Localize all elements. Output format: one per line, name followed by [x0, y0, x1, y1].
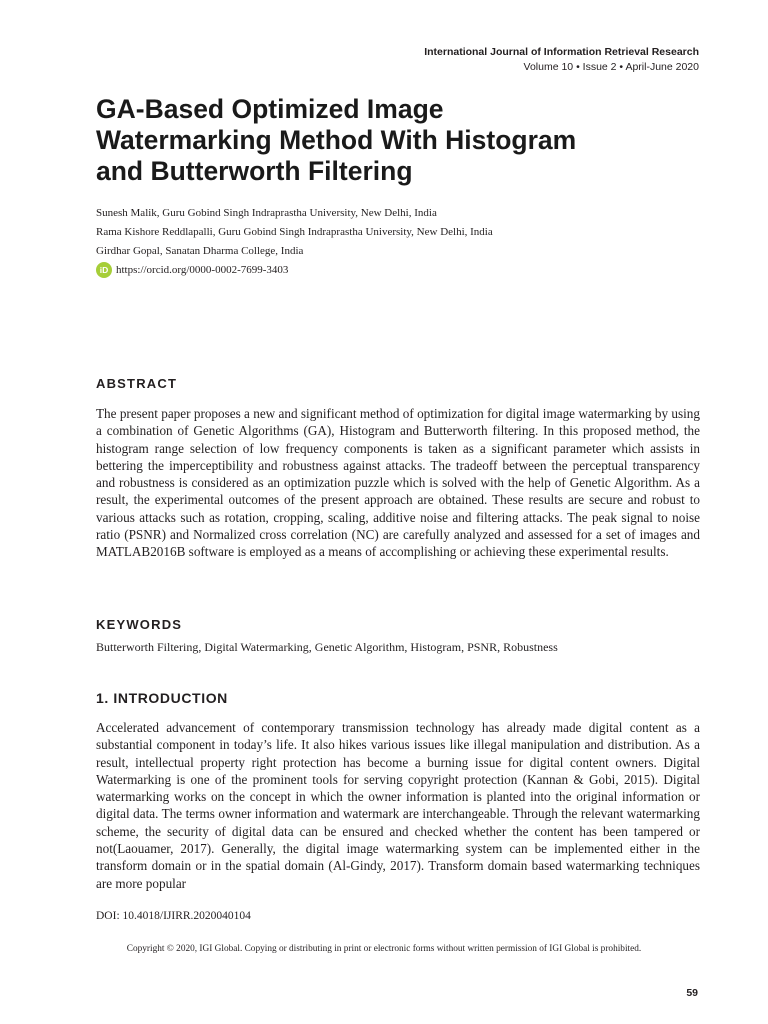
title-line-2: Watermarking Method With Histogram	[96, 125, 577, 155]
orcid-row	[96, 262, 288, 278]
author-2: Rama Kishore Reddlapalli, Guru Gobind Singh Indraprastha University, New Delhi, India	[96, 226, 493, 238]
orcid-icon: iD	[96, 262, 112, 278]
copyright-notice: Copyright © 2020, IGI Global. Copying or distributing in print or electronic forms without written permission of IGI Global is prohibited.	[126, 944, 642, 954]
orcid-link[interactable]: https://orcid.org/0000-0002-7699-3403	[116, 264, 289, 276]
introduction-text: Accelerated advancement of contemporary transmission technology has already made digital content as a substantial component in today’s life. It also hikes various issues like illegal manipulation and distribution. As a result, intellectual property right protection has become a burning issue for digital content owners. Digital Watermarking is one of the prominent tools for serving copyright protection (Kannan & Gobi, 2015). Digital watermarking works on the concept in which the owner information is planted into the original information or digital data. The terms owner information and watermark are interchangeable. Through the relevant watermarking scheme, the security of digital data can be ensured and checked whether the content has been tampered or not(Laouamer, 2017). Generally, the digital image watermarking system can be implemented either in the transform domain or in the spatial domain (Al-Gindy, 2017). Transform domain based watermarking techniques are more popular	[96, 720, 700, 891]
doi: DOI: 10.4018/IJIRR.2020040104	[96, 910, 251, 922]
journal-name: International Journal of Information Retrieval Research	[424, 46, 699, 58]
keywords-text: Butterworth Filtering, Digital Watermarking, Genetic Algorithm, Histogram, PSNR, Robustness	[96, 640, 558, 654]
keywords-heading: KEYWORDS	[96, 617, 183, 632]
title-line-1: GA-Based Optimized Image	[96, 94, 444, 124]
author-3: Girdhar Gopal, Sanatan Dharma College, India	[96, 245, 304, 257]
abstract-text: The present paper proposes a new and significant method of optimization for digital image watermarking by using a combination of Genetic Algorithms (GA), Histogram and Butterworth filtering. In this proposed method, the histogram range selection of low frequency components is taken as a significant parameter which assists in bettering the imperceptibility and robustness against attacks. The tradeoff between the perceptual transparency and robustness is considered as an optimization puzzle which is solved with the help of Genetic Algorithm. As a result, the experimental outcomes of the present approach are obtained. These results are secure and robust to various attacks such as rotation, cropping, scaling, additive noise and filtering attacks. The peak signal to noise ratio (PSNR) and Normalized cross correlation (NC) are carefully analyzed and assessed for a set of images and MATLAB2016B software is employed as a means of accomplishing or achieving these experimental results.	[96, 406, 700, 560]
journal-issue: Volume 10 • Issue 2 • April-June 2020	[523, 61, 699, 73]
paper-title	[96, 94, 696, 187]
page-number: 59	[686, 987, 698, 999]
introduction-heading: 1. INTRODUCTION	[96, 690, 228, 706]
abstract-heading: ABSTRACT	[96, 376, 178, 391]
title-line-3: and Butterworth Filtering	[96, 156, 413, 186]
author-1: Sunesh Malik, Guru Gobind Singh Indraprastha University, New Delhi, India	[96, 207, 437, 219]
